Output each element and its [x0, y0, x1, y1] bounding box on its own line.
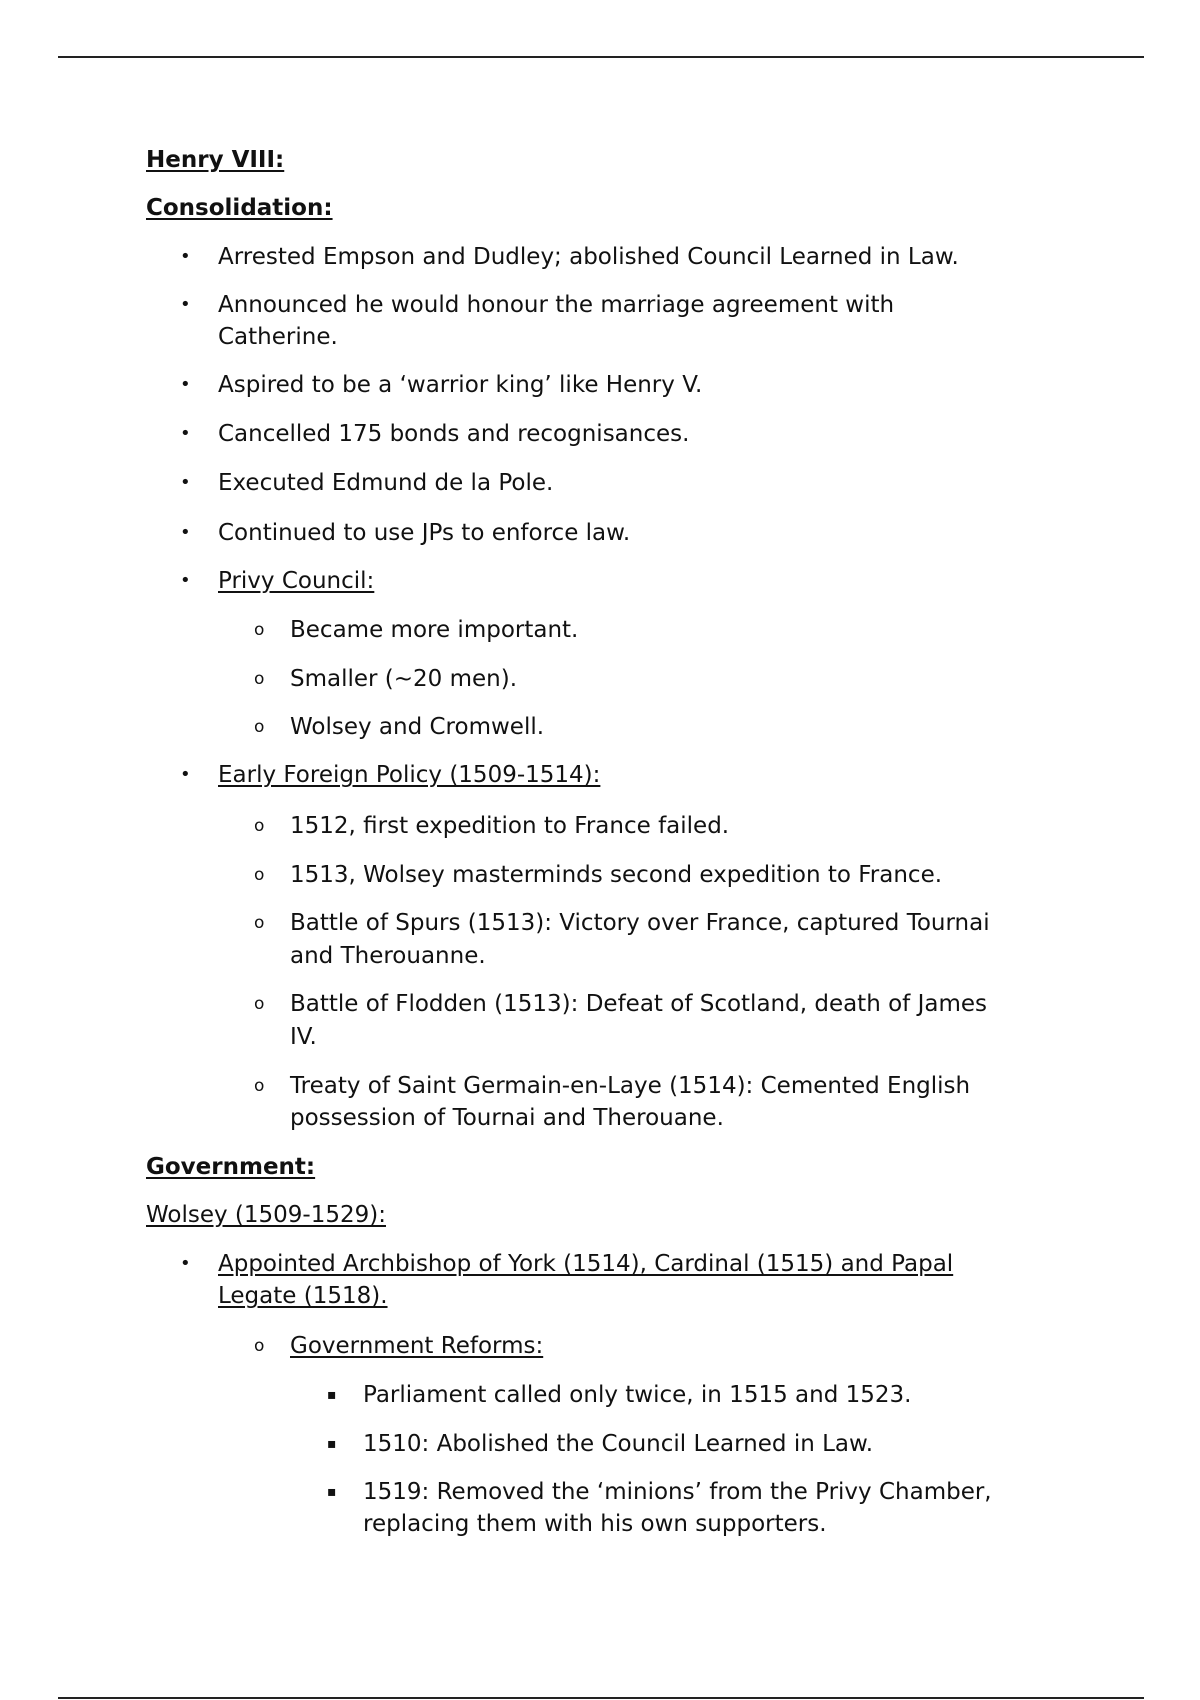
circle-bullet-icon: o: [254, 717, 265, 737]
list-item: Battle of Spurs (1513): Victory over France, captured Tournai: [290, 910, 990, 936]
circle-bullet-icon: o: [254, 816, 265, 836]
circle-bullet-icon: o: [254, 913, 265, 933]
bullet-icon: •: [180, 374, 191, 395]
list-item: Battle of Flodden (1513): Defeat of Scotland, death of James: [290, 991, 987, 1017]
bullet-icon: •: [180, 522, 191, 543]
foreign-policy-label: Early Foreign Policy (1509-1514):: [218, 762, 601, 788]
square-bullet-icon: ▪: [327, 1436, 337, 1452]
square-bullet-icon: ▪: [327, 1387, 337, 1403]
list-item: 1519: Removed the ‘minions’ from the Privy Chamber,: [363, 1479, 992, 1505]
list-item-continuation: Catherine.: [218, 324, 338, 350]
list-item: 1512, first expedition to France failed.: [290, 813, 730, 839]
list-item-continuation: IV.: [290, 1024, 317, 1050]
bullet-icon: •: [180, 570, 191, 591]
bullet-icon: •: [180, 1253, 191, 1274]
circle-bullet-icon: o: [254, 865, 265, 885]
government-heading: Government:: [146, 1154, 316, 1180]
list-item-continuation: possession of Tournai and Therouane.: [290, 1105, 724, 1131]
circle-bullet-icon: o: [254, 620, 265, 640]
list-item: Executed Edmund de la Pole.: [218, 470, 554, 496]
list-item-continuation: replacing them with his own supporters.: [363, 1511, 827, 1537]
privy-council-label: Privy Council:: [218, 568, 375, 594]
circle-bullet-icon: o: [254, 994, 265, 1014]
bullet-icon: •: [180, 472, 191, 493]
list-item: Arrested Empson and Dudley; abolished Council Learned in Law.: [218, 244, 959, 270]
circle-bullet-icon: o: [254, 1336, 265, 1356]
bullet-icon: •: [180, 294, 191, 315]
footer-rule: [58, 1697, 1144, 1699]
list-item: Became more important.: [290, 617, 579, 643]
square-bullet-icon: ▪: [327, 1484, 337, 1500]
list-item: Wolsey and Cromwell.: [290, 714, 545, 740]
list-item: 1513, Wolsey masterminds second expedition to France.: [290, 862, 943, 888]
list-item: 1510: Abolished the Council Learned in Law.: [363, 1431, 874, 1457]
consolidation-heading: Consolidation:: [146, 195, 333, 221]
wolsey-label: Wolsey (1509-1529):: [146, 1202, 386, 1228]
list-item-continuation: and Therouanne.: [290, 943, 486, 969]
reforms-label: Government Reforms:: [290, 1333, 544, 1359]
bullet-icon: •: [180, 764, 191, 785]
circle-bullet-icon: o: [254, 669, 265, 689]
bullet-icon: •: [180, 423, 191, 444]
list-item: Appointed Archbishop of York (1514), Cardinal (1515) and Papal: [218, 1251, 954, 1277]
list-item: Treaty of Saint Germain-en-Laye (1514): Cemented English: [290, 1073, 971, 1099]
list-item: Announced he would honour the marriage agreement with: [218, 292, 895, 318]
circle-bullet-icon: o: [254, 1076, 265, 1096]
list-item-continuation: Legate (1518).: [218, 1283, 388, 1309]
list-item: Smaller (~20 men).: [290, 666, 518, 692]
bullet-icon: •: [180, 246, 191, 267]
list-item: Aspired to be a ‘warrior king’ like Henry V.: [218, 372, 703, 398]
list-item: Continued to use JPs to enforce law.: [218, 520, 631, 546]
header-rule: [58, 56, 1144, 58]
list-item: Parliament called only twice, in 1515 and 1523.: [363, 1382, 912, 1408]
page-title: Henry VIII:: [146, 147, 285, 173]
list-item: Cancelled 175 bonds and recognisances.: [218, 421, 690, 447]
